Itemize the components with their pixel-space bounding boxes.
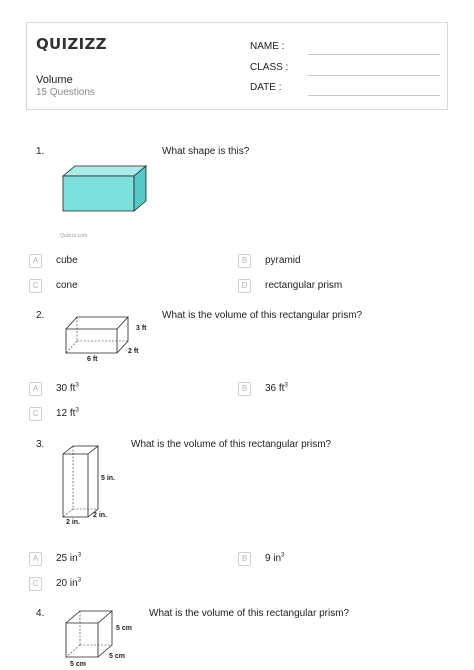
dim-depth-label: 2 ft bbox=[128, 348, 139, 355]
question-2-number: 2. bbox=[36, 310, 45, 321]
image-credit: Quizizz.com bbox=[60, 233, 88, 239]
prism-side-edges bbox=[117, 317, 128, 353]
question-3-text: What is the volume of this rectangular prism? bbox=[131, 439, 332, 450]
option-letter: A bbox=[29, 382, 42, 396]
prism-front-edges bbox=[63, 454, 88, 517]
dim-height-label: 5 cm bbox=[116, 625, 132, 632]
date-line[interactable] bbox=[308, 95, 440, 96]
option-text: 20 $in^3$ bbox=[56, 577, 82, 589]
dim-depth-label: 5 cm bbox=[109, 653, 125, 660]
option-exponent: 3 bbox=[77, 552, 82, 559]
name-line[interactable] bbox=[308, 54, 440, 55]
option-letter: B bbox=[238, 552, 251, 566]
date-label: DATE : bbox=[250, 82, 282, 93]
option-exponent: 3 bbox=[77, 577, 82, 584]
class-line[interactable] bbox=[308, 75, 440, 76]
option-text: cube bbox=[56, 255, 78, 266]
question-3-prism-diagram bbox=[60, 443, 130, 533]
dim-height-label: 3 ft bbox=[136, 325, 147, 332]
name-label: NAME : bbox=[250, 41, 285, 52]
option-letter: B bbox=[238, 254, 251, 268]
question-4-cube-diagram bbox=[62, 609, 142, 669]
dim-width-label: 5 cm bbox=[70, 661, 86, 668]
option-letter: D bbox=[238, 279, 251, 293]
dim-length-label: 6 ft bbox=[87, 356, 98, 363]
prism-top-edges bbox=[63, 446, 98, 454]
hidden-edge bbox=[63, 509, 73, 517]
date-field[interactable] bbox=[250, 82, 440, 96]
option-text: rectangular prism bbox=[265, 280, 343, 291]
option-text: 9 $in^3$ bbox=[265, 552, 285, 564]
question-2-prism-diagram bbox=[60, 315, 160, 365]
cube-front-edges bbox=[66, 623, 98, 657]
question-count: 15 Questions bbox=[36, 87, 95, 98]
option-text: 36 $ft^3$ bbox=[265, 382, 288, 394]
name-field[interactable] bbox=[250, 41, 440, 55]
option-exponent: 3 bbox=[75, 382, 79, 389]
option-exponent: 3 bbox=[284, 382, 288, 389]
prism-top-edges bbox=[66, 317, 128, 329]
option-text: 12 $ft^3$ bbox=[56, 407, 79, 419]
class-label: CLASS : bbox=[250, 62, 289, 73]
hidden-edge bbox=[66, 645, 80, 657]
option-letter: C bbox=[29, 577, 42, 591]
question-3-number: 3. bbox=[36, 439, 45, 450]
dim-height-label: 5 in. bbox=[101, 475, 116, 482]
option-exponent: 3 bbox=[75, 407, 79, 414]
option-letter: A bbox=[29, 552, 42, 566]
cube-side-edges bbox=[98, 611, 112, 657]
quizizz-logo: QUIZIZZ bbox=[36, 35, 107, 53]
question-4-number: 4. bbox=[36, 608, 45, 619]
option-letter: B bbox=[238, 382, 251, 396]
option-exponent: 3 bbox=[281, 552, 285, 559]
question-1-prism-image bbox=[60, 164, 150, 214]
dim-depth-label: 2 in. bbox=[93, 512, 108, 519]
option-letter: C bbox=[29, 279, 42, 293]
question-2-text: What is the volume of this rectangular prism? bbox=[162, 310, 363, 321]
option-text: cone bbox=[56, 280, 78, 291]
option-letter: C bbox=[29, 407, 42, 421]
option-text: pyramid bbox=[265, 255, 301, 266]
prism-side-edges bbox=[88, 446, 98, 517]
dim-width-label: 2 in. bbox=[66, 519, 81, 526]
prism-top-face bbox=[63, 166, 146, 176]
worksheet-header bbox=[26, 22, 448, 110]
option-text: 30 $ft^3$ bbox=[56, 382, 79, 394]
cube-top-edges bbox=[66, 611, 112, 623]
option-letter: A bbox=[29, 254, 42, 268]
question-4-text: What is the volume of this rectangular prism? bbox=[149, 608, 350, 619]
option-text: 25 $in^3$ bbox=[56, 552, 82, 564]
question-1-text: What shape is this? bbox=[162, 146, 250, 157]
prism-front-face bbox=[63, 176, 134, 211]
worksheet-title: Volume bbox=[36, 74, 73, 86]
question-1-number: 1. bbox=[36, 146, 45, 157]
class-field[interactable] bbox=[250, 62, 440, 76]
hidden-edge bbox=[66, 341, 77, 353]
